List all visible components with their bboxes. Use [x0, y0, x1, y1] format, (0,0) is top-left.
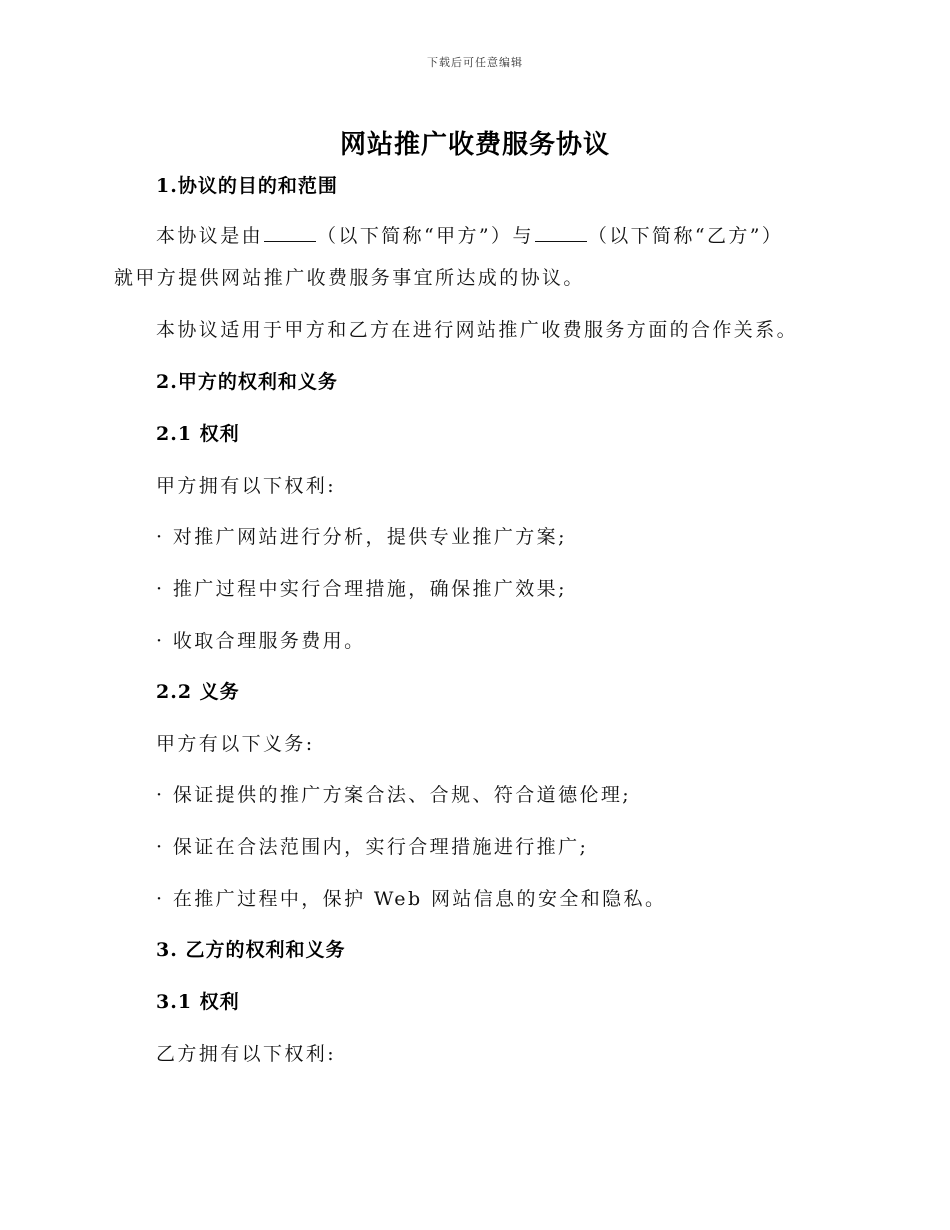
section-1-paragraph-1-continued: 就甲方提供网站推广收费服务事宜所达成的协议。 — [114, 267, 585, 289]
party-a-blank — [264, 223, 316, 242]
header-note: 下载后可任意编辑 — [427, 56, 523, 69]
paragraph-text: 本协议是由 — [156, 225, 264, 247]
section-2-2-heading: 2.2 义务 — [156, 681, 240, 703]
section-3-1-intro: 乙方拥有以下权利: — [156, 1043, 337, 1065]
section-2-1-intro: 甲方拥有以下权利: — [156, 475, 337, 497]
section-1-heading: 1.协议的目的和范围 — [156, 175, 338, 197]
section-1-paragraph-2: 本协议适用于甲方和乙方在进行网站推广收费服务方面的合作关系。 — [156, 319, 799, 341]
paragraph-text: （以下简称“乙方”） — [587, 225, 784, 247]
list-item: · 对推广网站进行分析，提供专业推广方案; — [156, 526, 567, 548]
section-1-paragraph-1 — [156, 222, 783, 250]
list-item: · 保证在合法范围内，实行合理措施进行推广; — [156, 836, 589, 858]
list-item: · 推广过程中实行合理措施，确保推广效果; — [156, 578, 567, 600]
section-2-heading: 2.甲方的权利和义务 — [156, 371, 338, 393]
section-3-heading: 3. 乙方的权利和义务 — [156, 939, 346, 961]
section-3-1-heading: 3.1 权利 — [156, 991, 240, 1013]
list-item: · 在推广过程中，保护 Web 网站信息的安全和隐私。 — [156, 888, 667, 910]
section-2-1-heading: 2.1 权利 — [156, 423, 240, 445]
paragraph-text: （以下简称“甲方”）与 — [317, 225, 534, 247]
document-title: 网站推广收费服务协议 — [339, 130, 610, 160]
list-item: · 保证提供的推广方案合法、合规、符合道德伦理; — [156, 784, 632, 806]
list-item: · 收取合理服务费用。 — [156, 630, 366, 652]
section-2-2-intro: 甲方有以下义务: — [156, 733, 315, 755]
party-b-blank — [535, 223, 587, 242]
